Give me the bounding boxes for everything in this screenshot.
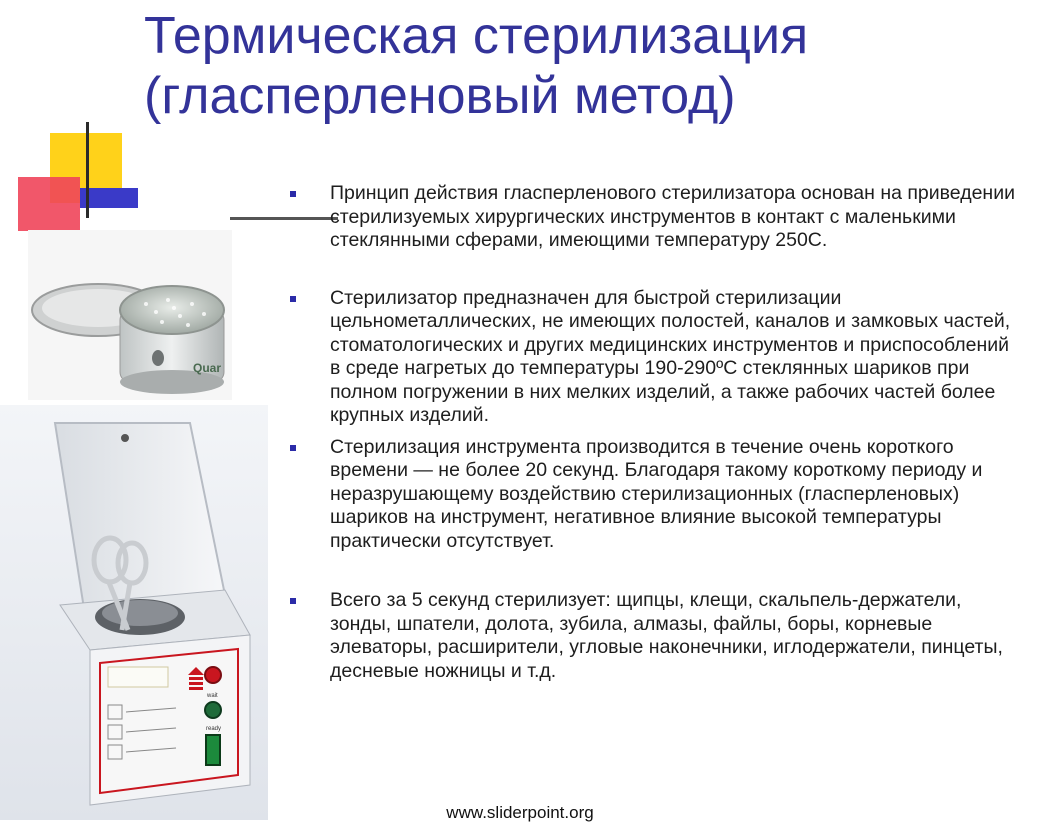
bullet-text: Всего за 5 секунд стерилизует: щипцы, клещи, скальпель-держатели, зонды, шпатели, долота, зубила, алмазы, файлы, боры, корневые элеваторы, расширители, угловые наконечники, иглодержатели, пинцеты, десневые ножницы и т.д. [330, 589, 1003, 682]
bullet-marker-icon [290, 598, 296, 604]
bullet-item-1 [288, 182, 1020, 253]
footer-source: www.sliderpoint.org [446, 803, 594, 822]
title-line-2: (гласперленовый метод) [144, 67, 736, 125]
title-line-1: Термическая стерилизация [144, 7, 809, 65]
decor-red-square [18, 177, 80, 231]
bullet-text: Стерилизатор предназначен для быстрой стерилизации цельнометаллических, не имеющих полостей, каналов и замковых частей, стоматологических и других медицинских инструментов и приспособлений в среде нагретых до температуры 190-290ºС стеклянных шариков при полном погружении в них мелких изделий, а также рабочих частей более крупных изделий. [330, 286, 1011, 426]
bullet-marker-icon [290, 191, 296, 197]
glass-bead-jar-photo [28, 230, 232, 400]
bullet-marker-icon [290, 296, 296, 302]
bullet-list [288, 182, 1020, 683]
decor-vertical-line [86, 122, 89, 218]
bullet-item-4 [288, 589, 1020, 683]
bullet-item-3 [288, 436, 1020, 554]
bullet-text: Стерилизация инструмента производится в течение очень короткого времени — не более 20 секунд. Благодаря такому короткому периоду и неразрушающему воздействию стерилизационных (гласперленовых) шариков на инструмент, негативное влияние высокой температуры практически отсутствует. [330, 435, 983, 552]
ready-label: ready [206, 726, 222, 732]
jar-brand-label: Quar [193, 361, 222, 375]
wait-label: wait [207, 693, 218, 699]
glass-bead-sterilizer-photo [0, 405, 268, 820]
bullet-text: Принцип действия гласперленового стерилизатора основан на приведении стерилизуемых хирургических инструментов в контакт с маленькими стеклянными сферами, имеющими температуру 250С. [330, 182, 1015, 251]
bullet-item-2 [288, 287, 1020, 428]
slide-title [144, 6, 1024, 126]
bullet-marker-icon [290, 445, 296, 451]
